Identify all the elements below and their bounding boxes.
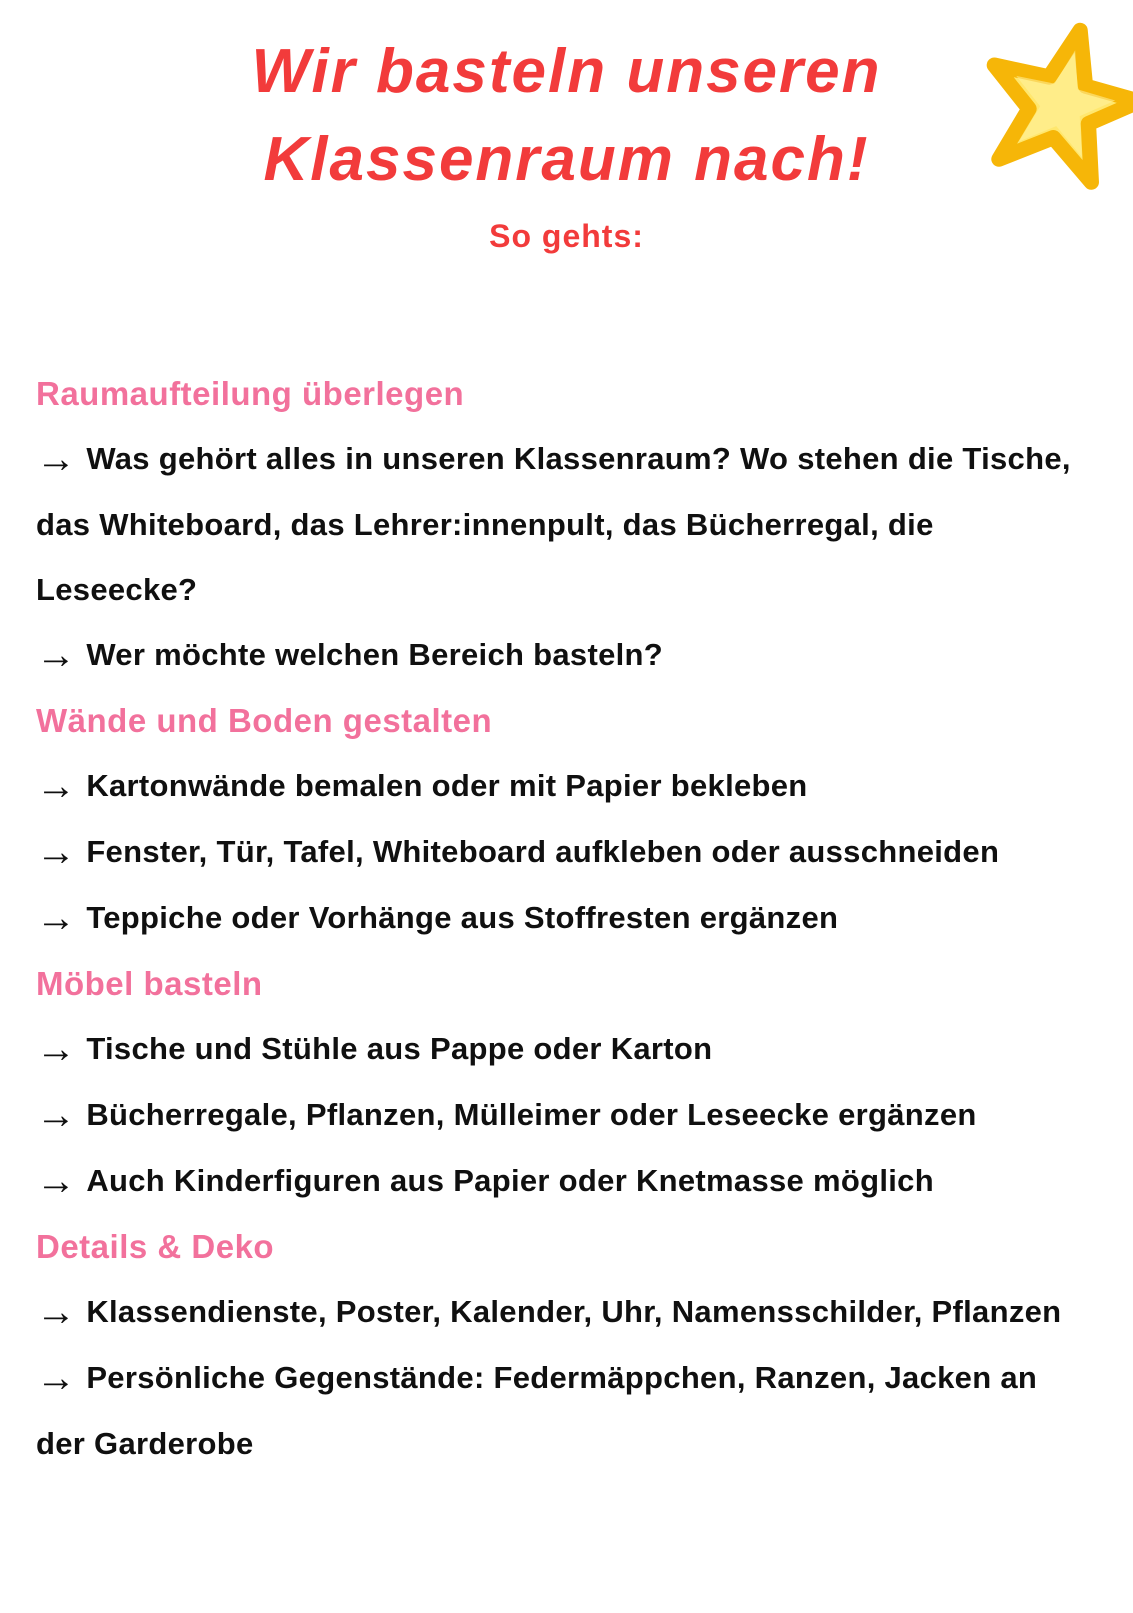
arrow-icon: → [36,437,77,481]
arrow-icon: → [36,633,77,677]
list-item-text: Was gehört alles in unseren Klassenraum? Wo stehen die Tische, das Whiteboard, das Lehrer:innenpult, das Bücherregal, die Leseecke? [36,441,1071,607]
page-title-line-2: Klassenraum nach! [263,125,870,194]
list-item [36,1016,1089,1082]
list-item [36,885,1089,951]
list-item [36,426,1089,622]
list-item-text: Teppiche oder Vorhänge aus Stoffresten ergänzen [86,900,839,935]
list-item-text: Fenster, Tür, Tafel, Whiteboard aufkleben oder ausschneiden [86,834,1000,869]
arrow-icon: → [36,1027,77,1071]
list-item-text: Klassendienste, Poster, Kalender, Uhr, Namensschilder, Pflanzen [86,1294,1062,1329]
list-item [36,753,1089,819]
arrow-icon: → [36,896,77,940]
list-item-text: Persönliche Gegenstände: Federmäppchen, Ranzen, Jacken an der Garderobe [36,1360,1038,1461]
list-item-text: Kartonwände bemalen oder mit Papier bekleben [86,768,808,803]
list-item [36,622,1089,688]
list-item [36,1345,1089,1476]
document-header [0,0,1133,255]
list-item-text: Bücherregale, Pflanzen, Mülleimer oder Leseecke ergänzen [86,1097,977,1132]
arrow-icon: → [36,830,77,874]
arrow-icon: → [36,1356,77,1400]
section-heading-raumaufteilung: Raumaufteilung überlegen [36,375,465,412]
list-item [36,819,1089,885]
list-item [36,1148,1089,1214]
list-item [36,1082,1089,1148]
arrow-icon: → [36,1290,77,1334]
list-item-text: Wer möchte welchen Bereich basteln? [86,637,664,672]
list-item [36,1279,1089,1345]
instructions-body [36,361,1089,1476]
page-title-line-1: Wir basteln unseren [251,37,882,106]
arrow-icon: → [36,1159,77,1203]
section-heading-details-deko: Details & Deko [36,1228,275,1265]
section-heading-waende-boden: Wände und Boden gestalten [36,702,493,739]
page-subtitle: So gehts: [489,218,644,254]
list-item-text: Tische und Stühle aus Pappe oder Karton [86,1031,713,1066]
section-heading-moebel: Möbel basteln [36,965,263,1002]
arrow-icon: → [36,1093,77,1137]
arrow-icon: → [36,764,77,808]
list-item-text: Auch Kinderfiguren aus Papier oder Knetmasse möglich [86,1163,934,1198]
